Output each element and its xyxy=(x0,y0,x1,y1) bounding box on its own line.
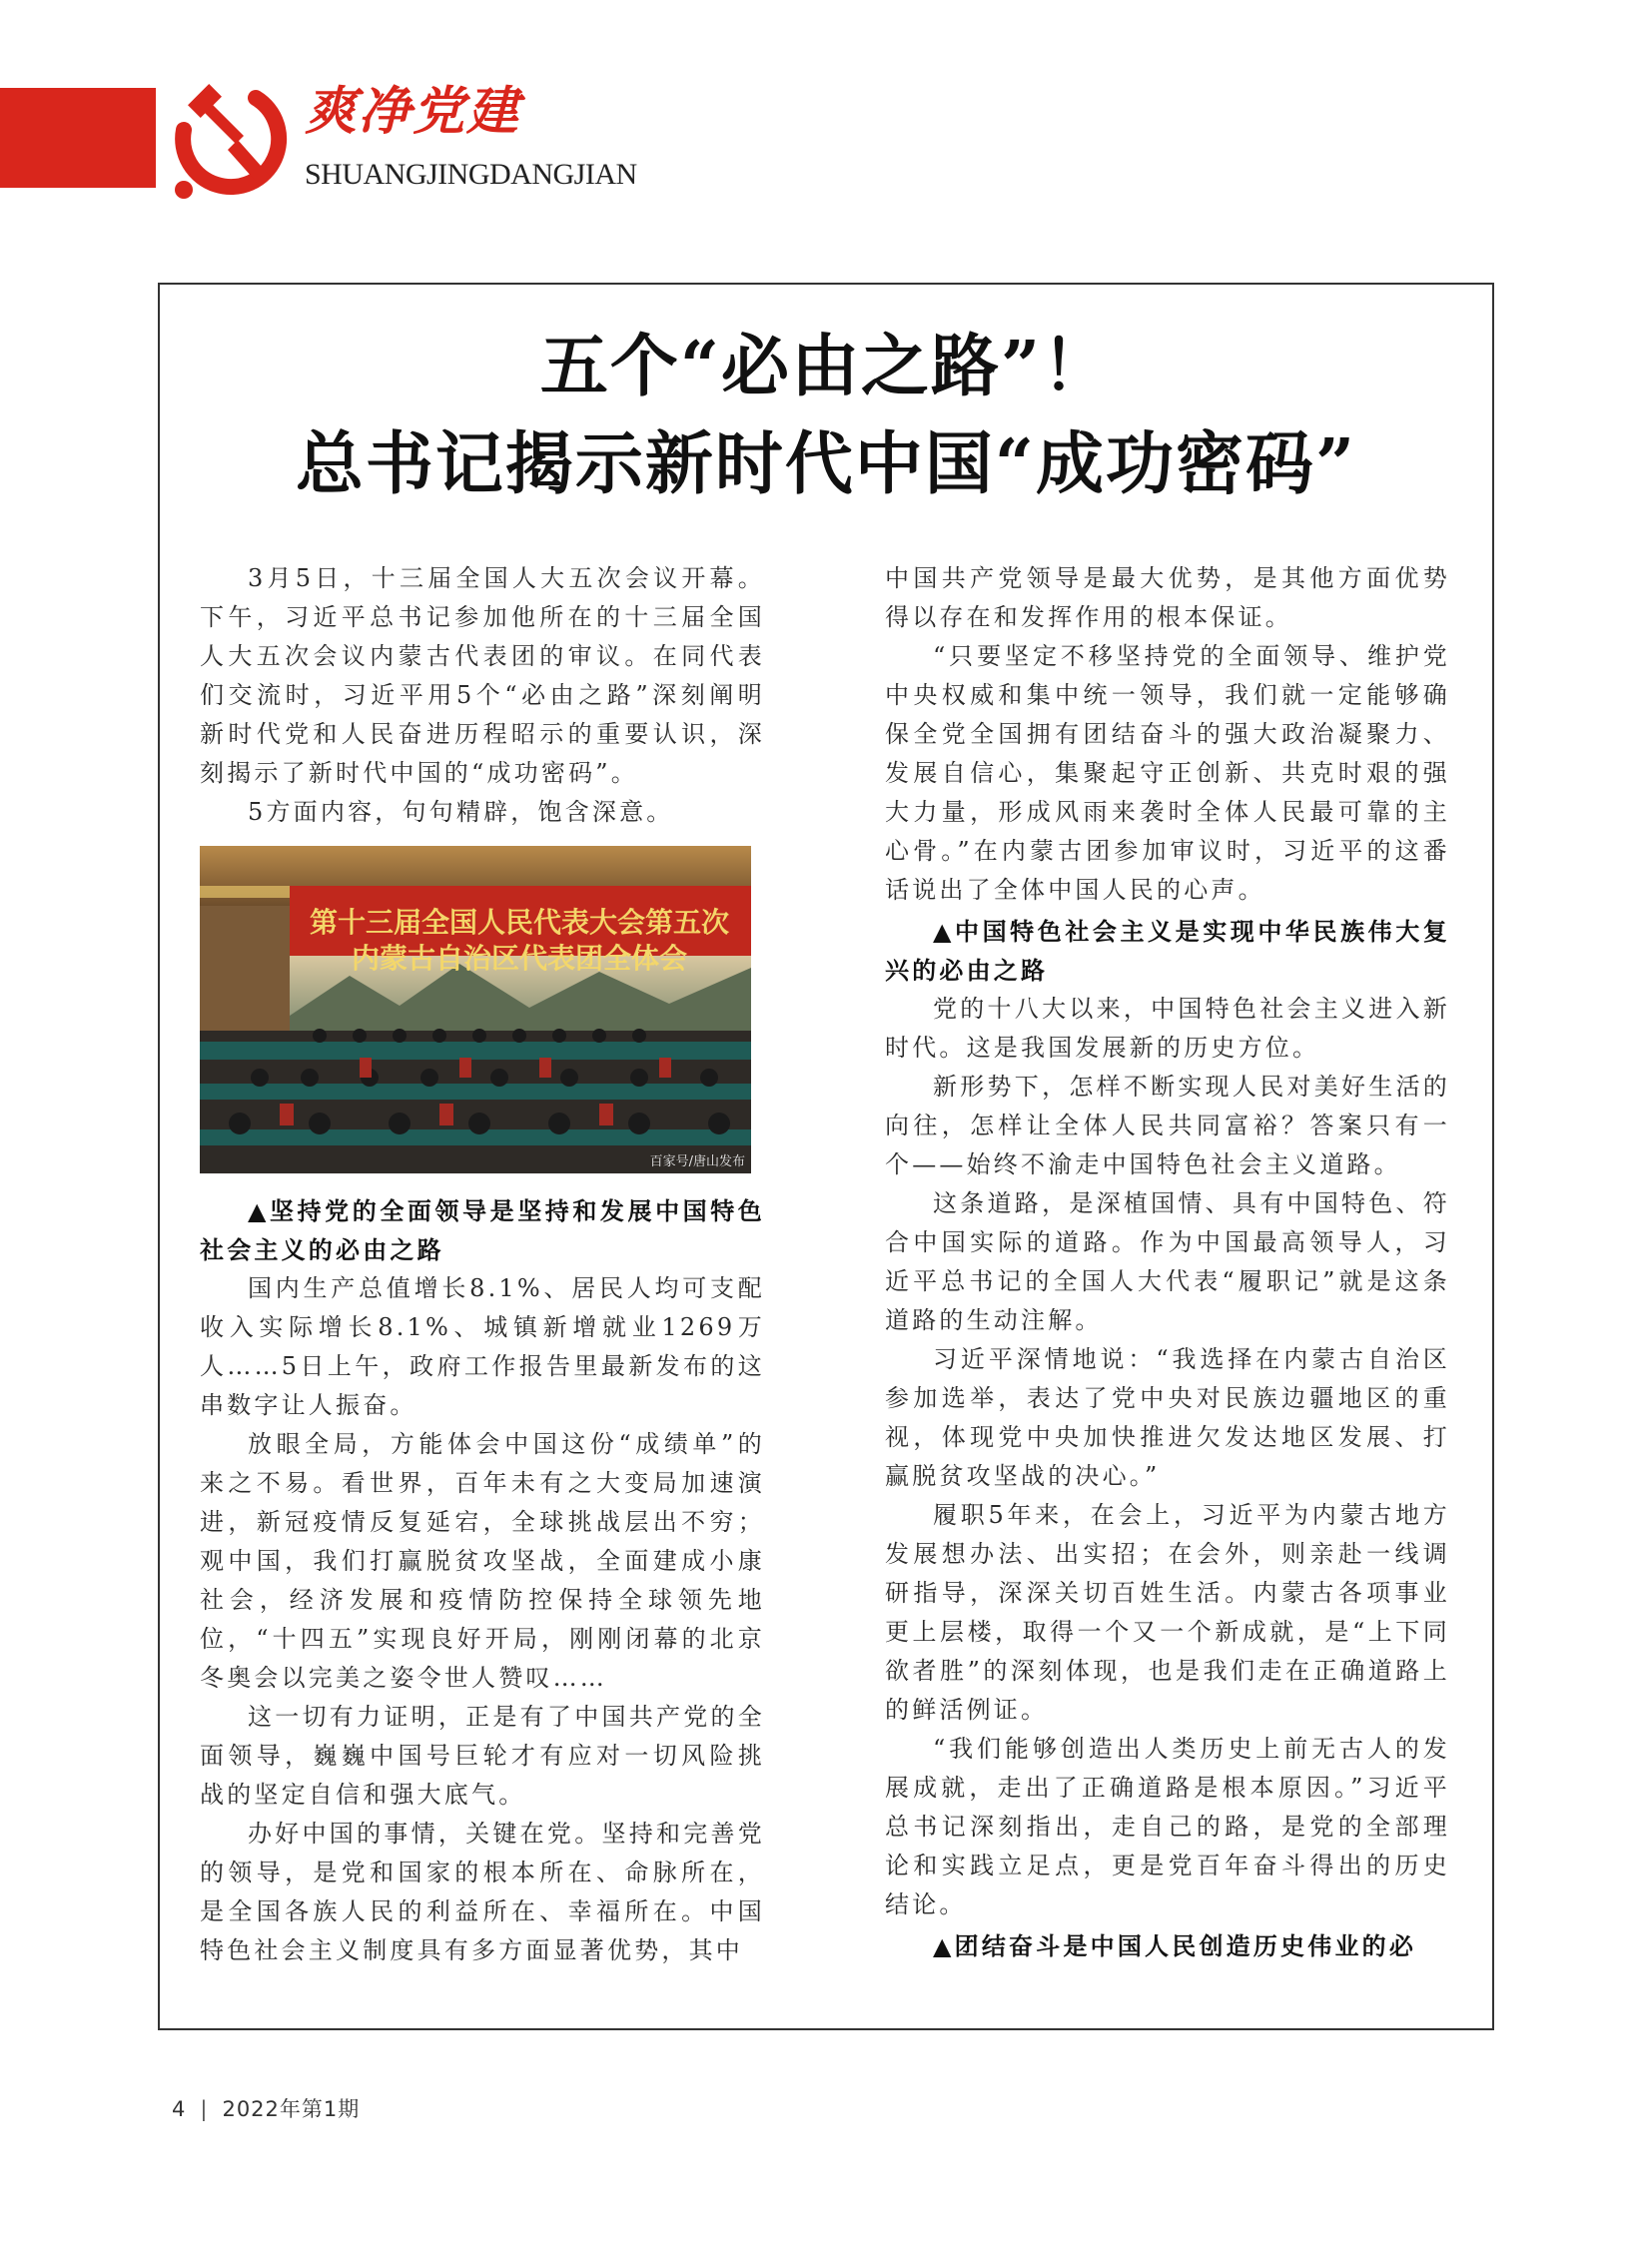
brand-name-chinese: 爽净党建 xyxy=(305,82,521,142)
photo-banner-line2: 内蒙古自治区代表团全体会 xyxy=(351,942,688,975)
brand-name-pinyin: SHUANGJINGDANGJIAN xyxy=(305,158,637,191)
footer-separator: | xyxy=(200,2097,209,2121)
meeting-photo xyxy=(200,846,751,1173)
paragraph: “只要坚定不移坚持党的全面领导、维护党中央权威和集中统一领导，我们就一定能够确保全党全国拥有团结奋斗的强大政治凝聚力、发展自信心，集聚起守正创新、共克时艰的强大力量，形成风雨来袭时全体人民最可靠的主心骨。”在内蒙古团参加审议时，习近平的这番话说出了全体中国人民的心声。 xyxy=(885,642,1450,904)
paragraph: “我们能够创造出人类历史上前无古人的发展成就，走出了正确道路是根本原因。”习近平总书记深刻指出，走自己的路，是党的全部理论和实践立足点，更是党百年奋斗得出的历史结论。 xyxy=(885,1735,1450,1918)
page-number: 4 xyxy=(172,2097,187,2121)
section-heading: ▲团结奋斗是中国人民创造历史伟业的必 xyxy=(933,1931,1417,1960)
paragraph: 党的十八大以来，中国特色社会主义进入新时代。这是我国发展新的历史方位。 xyxy=(885,995,1450,1062)
header-red-block xyxy=(0,88,156,188)
issue-label: 2022年第1期 xyxy=(222,2097,361,2121)
paragraph: 这条道路，是深植国情、具有中国特色、符合中国实际的道路。作为中国最高领导人，习近平总书记的全国人大代表“履职记”就是这条道路的生动注解。 xyxy=(885,1189,1450,1334)
article-column-left xyxy=(200,559,765,1970)
hammer-sickle-logo-icon xyxy=(158,72,298,212)
paragraph: 新形势下，怎样不断实现人民对美好生活的向往，怎样让全体人民共同富裕？答案只有一个——始终不渝走中国特色社会主义道路。 xyxy=(885,1073,1450,1178)
paragraph: 中国共产党领导是最大优势，是其他方面优势得以存在和发挥作用的根本保证。 xyxy=(885,564,1450,631)
section-heading: ▲中国特色社会主义是实现中华民族伟大复兴的必由之路 xyxy=(885,917,1450,985)
article-title xyxy=(0,318,1652,513)
paragraph: 这一切有力证明，正是有了中国共产党的全面领导，巍巍中国号巨轮才有应对一切风险挑战的坚定自信和强大底气。 xyxy=(200,1703,765,1809)
meeting-photo-illustration xyxy=(200,846,751,1173)
page-footer xyxy=(172,2093,360,2123)
paragraph: 国内生产总值增长8.1%、居民人均可支配收入实际增长8.1%、城镇新增就业1269万人……5日上午，政府工作报告里最新发布的这串数字让人振奋。 xyxy=(200,1274,765,1419)
paragraph: 放眼全局，方能体会中国这份“成绩单”的来之不易。看世界，百年未有之大变局加速演进，新冠疫情反复延宕，全球挑战层出不穷；观中国，我们打赢脱贫攻坚战，全面建成小康社会，经济发展和疫情防控保持全球领先地位，“十四五”实现良好开局，刚刚闭幕的北京冬奥会以完美之姿令世人赞叹…… xyxy=(200,1430,765,1692)
section-heading: ▲坚持党的全面领导是坚持和发展中国特色社会主义的必由之路 xyxy=(200,1196,765,1264)
paragraph: 办好中国的事情，关键在党。坚持和完善党的领导，是党和国家的根本所在、命脉所在，是全国各族人民的利益所在、幸福所在。中国特色社会主义制度具有多方面显著优势，其中 xyxy=(200,1820,765,1964)
article-column-right xyxy=(885,559,1450,1965)
article-title-line2: 总书记揭示新时代中国“成功密码” xyxy=(295,424,1357,504)
paragraph: 5方面内容，句句精辟，饱含深意。 xyxy=(248,798,674,826)
article-title-line1: 五个“必由之路”！ xyxy=(539,327,1113,406)
photo-credit: 百家号/唐山发布 xyxy=(649,1154,745,1169)
photo-banner-line1: 第十三届全国人民代表大会第五次 xyxy=(309,906,730,939)
paragraph: 习近平深情地说：“我选择在内蒙古自治区参加选举，表达了党中央对民族边疆地区的重视，体现党中央加快推进欠发达地区发展、打赢脱贫攻坚战的决心。” xyxy=(885,1345,1450,1490)
paragraph: 3月5日，十三届全国人大五次会议开幕。下午，习近平总书记参加他所在的十三届全国人大五次会议内蒙古代表团的审议。在同代表们交流时，习近平用5个“必由之路”深刻阐明新时代党和人民奋进历程昭示的重要认识，深刻揭示了新时代中国的“成功密码”。 xyxy=(200,564,765,787)
paragraph: 履职5年来，在会上，习近平为内蒙古地方发展想办法、出实招；在会外，则亲赴一线调研指导，深深关切百姓生活。内蒙古各项事业更上层楼，取得一个又一个新成就，是“上下同欲者胜”的深刻体现，也是我们走在正确道路上的鲜活例证。 xyxy=(885,1501,1450,1724)
